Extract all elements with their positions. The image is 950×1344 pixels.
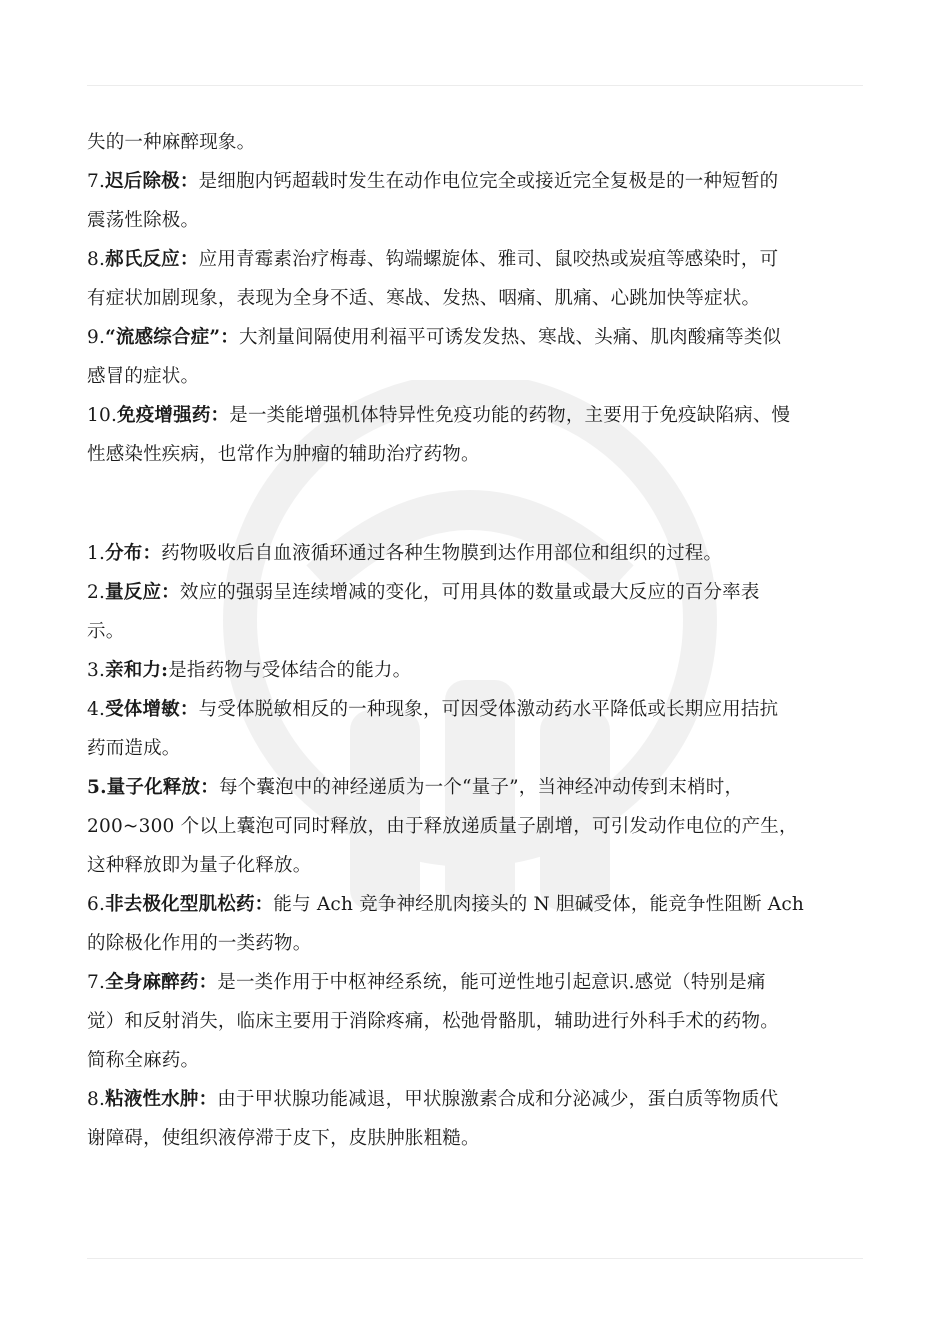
- definition-term: 迟后除极: [105, 171, 180, 192]
- definition-item: 8.粘液性水肿：由于甲状腺功能减退，甲状腺激素合成和分泌减少，蛋白质等物质代: [87, 1089, 779, 1110]
- text-line: 性感染性疾病，也常作为肿瘤的辅助治疗药物。: [87, 444, 480, 465]
- text-line: 示。: [87, 621, 125, 642]
- definition-item: 2.量反应：效应的强弱呈连续增减的变化，可用具体的数量或最大反应的百分率表: [87, 582, 760, 603]
- definition-term: 分布: [105, 543, 143, 564]
- definition-item: 7.迟后除极：是细胞内钙超载时发生在动作电位完全或接近完全复极是的一种短暂的: [87, 171, 779, 192]
- text-line: 有症状加剧现象，表现为全身不适、寒战、发热、咽痛、肌痛、心跳加快等症状。: [87, 288, 761, 309]
- definition-term: 免疫增强药: [117, 405, 211, 426]
- footer-divider: [87, 1258, 863, 1259]
- definition-item: 8.郝氏反应：应用青霉素治疗梅毒、钩端螺旋体、雅司、鼠咬热或炭疽等感染时，可: [87, 249, 779, 270]
- definition-item: 10.免疫增强药：是一类能增强机体特异性免疫功能的药物，主要用于免疫缺陷病、慢: [87, 405, 791, 426]
- section-2: [87, 534, 867, 1158]
- text-line: 这种释放即为量子化释放。: [87, 855, 312, 876]
- text-line: 感冒的症状。: [87, 366, 200, 387]
- section-1: [87, 123, 867, 474]
- definition-item: 7.全身麻醉药：是一类作用于中枢神经系统，能可逆性地引起意识.感觉（特别是痛: [87, 972, 766, 993]
- definition-item: 4.受体增敏：与受体脱敏相反的一种现象，可因受体激动药水平降低或长期应用拮抗: [87, 699, 779, 720]
- header-divider: [87, 85, 863, 86]
- text-line: 谢障碍，使组织液停滞于皮下，皮肤肿胀粗糙。: [87, 1128, 480, 1149]
- text-line: 200~300 个以上囊泡可同时释放，由于释放递质量子剧增，可引发动作电位的产生，: [87, 816, 798, 837]
- text-line: 简称全麻药。: [87, 1050, 200, 1071]
- definition-term: 郝氏反应: [105, 249, 180, 270]
- text-line: 觉）和反射消失，临床主要用于消除疼痛，松弛骨骼肌，辅助进行外科手术的药物。: [87, 1011, 779, 1032]
- definition-item: 9.“流感综合症”：大剂量间隔使用利福平可诱发发热、寒战、头痛、肌肉酸痛等类似: [87, 327, 782, 348]
- definition-term: “流感综合症”: [105, 327, 221, 348]
- definition-item: 6.非去极化型肌松药：能与 Ach 竞争神经肌肉接头的 N 胆碱受体，能竞争性阻断 Ach: [87, 894, 805, 915]
- definition-term: 非去极化型肌松药: [105, 894, 255, 915]
- text-line: 失的一种麻醉现象。: [87, 132, 256, 153]
- text-line: 药而造成。: [87, 738, 181, 759]
- definition-term: 粘液性水肿: [105, 1089, 199, 1110]
- text-line: 的除极化作用的一类药物。: [87, 933, 312, 954]
- definition-item: 1.分布：药物吸收后自血液循环通过各种生物膜到达作用部位和组织的过程。: [87, 543, 723, 564]
- definition-item: 3.亲和力:是指药物与受体结合的能力。: [87, 660, 412, 681]
- definition-term: 受体增敏: [105, 699, 180, 720]
- text-line: 震荡性除极。: [87, 210, 200, 231]
- definition-item: 5.量子化释放：每个囊泡中的神经递质为一个“量子”，当神经冲动传到末梢时，: [87, 777, 744, 798]
- definition-term: 亲和力: [105, 660, 162, 681]
- definition-term: 量子化释放: [106, 777, 201, 798]
- definition-term: 全身麻醉药: [105, 972, 199, 993]
- definition-term: 量反应: [105, 582, 162, 603]
